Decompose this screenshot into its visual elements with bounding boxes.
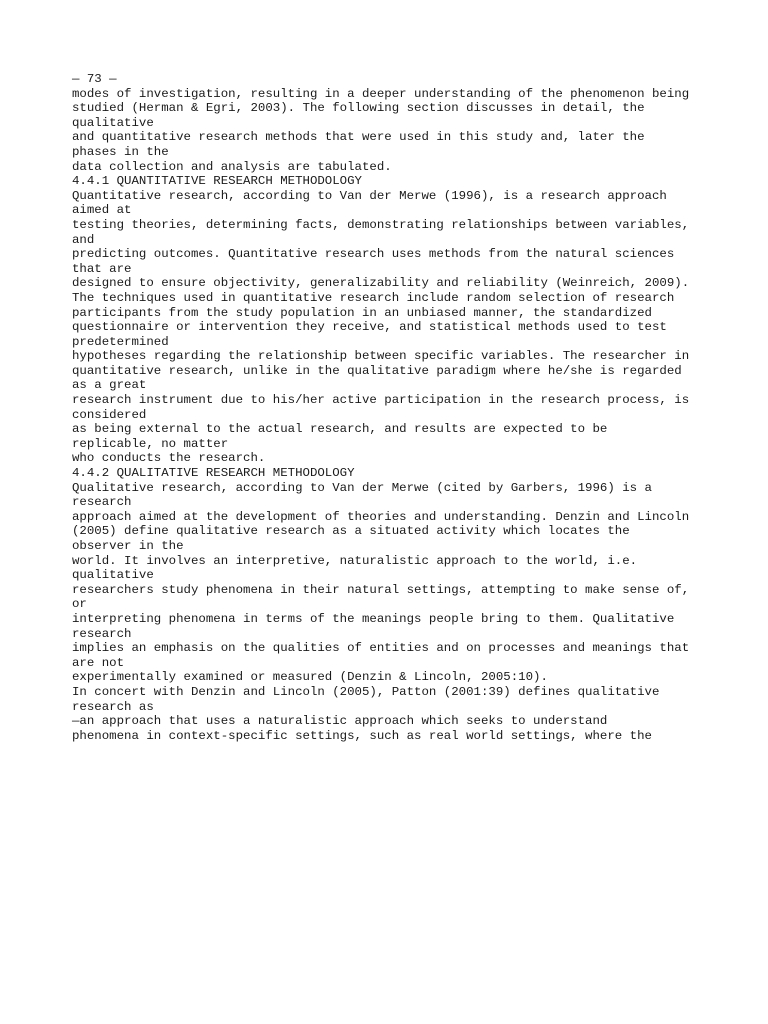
text-line: considered bbox=[72, 407, 147, 422]
section-heading: 4.4.1 QUANTITATIVE RESEARCH METHODOLOGY bbox=[72, 174, 362, 189]
document-page bbox=[72, 72, 752, 743]
text-line: that are bbox=[72, 261, 132, 276]
text-line: qualitative bbox=[72, 115, 154, 130]
page-number: — 73 — bbox=[72, 72, 117, 86]
text-line: modes of investigation, resulting in a deeper understanding of the phenomenon being bbox=[72, 86, 690, 101]
text-line: Quantitative research, according to Van der Merwe (1996), is a research approach bbox=[72, 188, 667, 203]
text-line: research as bbox=[72, 699, 154, 714]
section-heading: 4.4.2 QUALITATIVE RESEARCH METHODOLOGY bbox=[72, 466, 355, 481]
text-line: predicting outcomes. Quantitative research uses methods from the natural sciences bbox=[72, 247, 675, 262]
text-line: interpreting phenomena in terms of the meanings people bring to them. Qualitative bbox=[72, 611, 675, 626]
text-line: and quantitative research methods that were used in this study and, later the bbox=[72, 130, 645, 145]
text-line: research bbox=[72, 626, 132, 641]
text-line: predetermined bbox=[72, 334, 169, 349]
text-line: who conducts the research. bbox=[72, 451, 266, 466]
text-line: observer in the bbox=[72, 539, 184, 553]
text-line: In concert with Denzin and Lincoln (2005), Patton (2001:39) defines qualitative bbox=[72, 684, 660, 699]
text-line: researchers study phenomena in their natural settings, attempting to make sense of, bbox=[72, 582, 690, 597]
text-line: implies an emphasis on the qualities of entities and on processes and meanings that bbox=[72, 641, 690, 656]
text-line: (2005) define qualitative research as a situated activity which locates the bbox=[72, 524, 630, 539]
text-line: questionnaire or intervention they receive, and statistical methods used to test bbox=[72, 320, 667, 335]
text-line: participants from the study population in an unbiased manner, the standardized bbox=[72, 305, 652, 320]
text-line: phases in the bbox=[72, 144, 169, 159]
text-line: testing theories, determining facts, demonstrating relationships between variables, bbox=[72, 217, 690, 232]
text-line: replicable, no matter bbox=[72, 436, 229, 451]
text-line: or bbox=[72, 597, 87, 612]
text-line: Qualitative research, according to Van der Merwe (cited by Garbers, 1996) is a bbox=[72, 480, 652, 495]
text-line: experimentally examined or measured (Denzin & Lincoln, 2005:10). bbox=[72, 670, 548, 685]
text-line: qualitative bbox=[72, 568, 154, 583]
text-line: are not bbox=[72, 655, 125, 670]
text-line: studied (Herman & Egri, 2003). The following section discusses in detail, the bbox=[72, 101, 645, 116]
text-line: —an approach that uses a naturalistic approach which seeks to understand bbox=[72, 714, 608, 729]
text-line: and bbox=[72, 232, 95, 247]
text-line: as a great bbox=[72, 378, 147, 393]
text-line: quantitative research, unlike in the qualitative paradigm where he/she is regarded bbox=[72, 363, 682, 378]
text-line: research bbox=[72, 495, 132, 510]
text-line: phenomena in context-specific settings, such as real world settings, where the bbox=[72, 728, 652, 743]
text-line: aimed at bbox=[72, 203, 132, 218]
text-line: research instrument due to his/her active participation in the research process, is bbox=[72, 393, 690, 408]
text-line: hypotheses regarding the relationship between specific variables. The researcher in bbox=[72, 349, 690, 364]
text-line: as being external to the actual research, and results are expected to be bbox=[72, 422, 608, 437]
text-line: world. It involves an interpretive, naturalistic approach to the world, i.e. bbox=[72, 553, 638, 568]
text-line: designed to ensure objectivity, generalizability and reliability (Weinreich, 2009). bbox=[72, 276, 690, 291]
text-line: approach aimed at the development of theories and understanding. Denzin and Lincoln bbox=[72, 509, 690, 524]
text-line: The techniques used in quantitative research include random selection of research bbox=[72, 290, 675, 305]
text-line: data collection and analysis are tabulated. bbox=[72, 159, 392, 174]
